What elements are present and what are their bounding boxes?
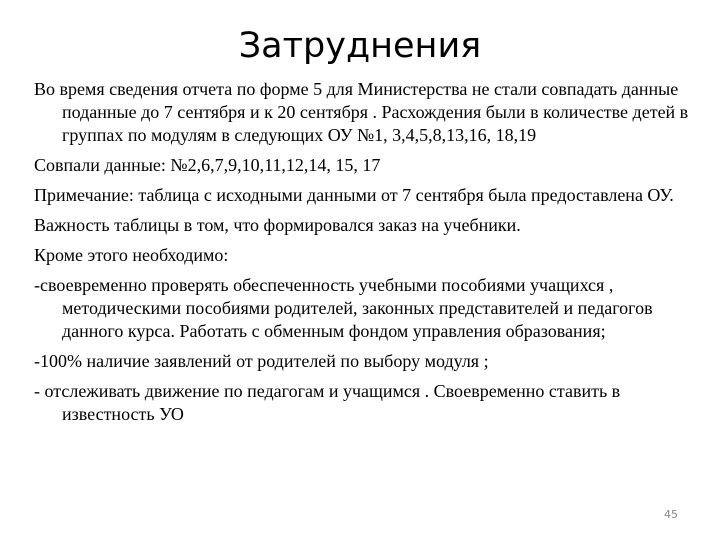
paragraph-importance: Важность таблицы в том, что формировался заказ на учебники. xyxy=(34,215,521,235)
slide-title: Затруднения xyxy=(238,26,482,66)
paragraph-also-needed: Кроме этого необходимо: xyxy=(34,245,229,265)
paragraph-note: Примечание: таблица с исходными данными от 7 сентября была предоставлена ОУ. xyxy=(34,185,674,205)
paragraph-matched-data: Совпали данные: №2,6,7,9,10,11,12,14, 15, 17 xyxy=(34,155,381,175)
paragraph-report-discrepancy: Во время сведения отчета по форме 5 для Министерства не стали совпадать данные поданные до 7 сентября и к 20 сентября . Расхождения были в количестве детей в группах по модулям в следующих ОУ №1, 3,4,5,8,13,16, 18,19 xyxy=(34,79,689,145)
paragraph-applications: -100% наличие заявлений от родителей по выбору модуля ; xyxy=(34,351,489,371)
slide-body xyxy=(34,78,696,433)
slide-page-number: 45 xyxy=(664,508,678,521)
paragraph-check-provision: -своевременно проверять обеспеченность учебными пособиями учащихся , методическими пособиями родителей, законных представителей и педагогов данного курса. Работать с обменным фондом управления образования; xyxy=(34,275,653,341)
paragraph-track-movement: - отслеживать движение по педагогам и учащимся . Своевременно ставить в известность УО xyxy=(34,381,621,424)
